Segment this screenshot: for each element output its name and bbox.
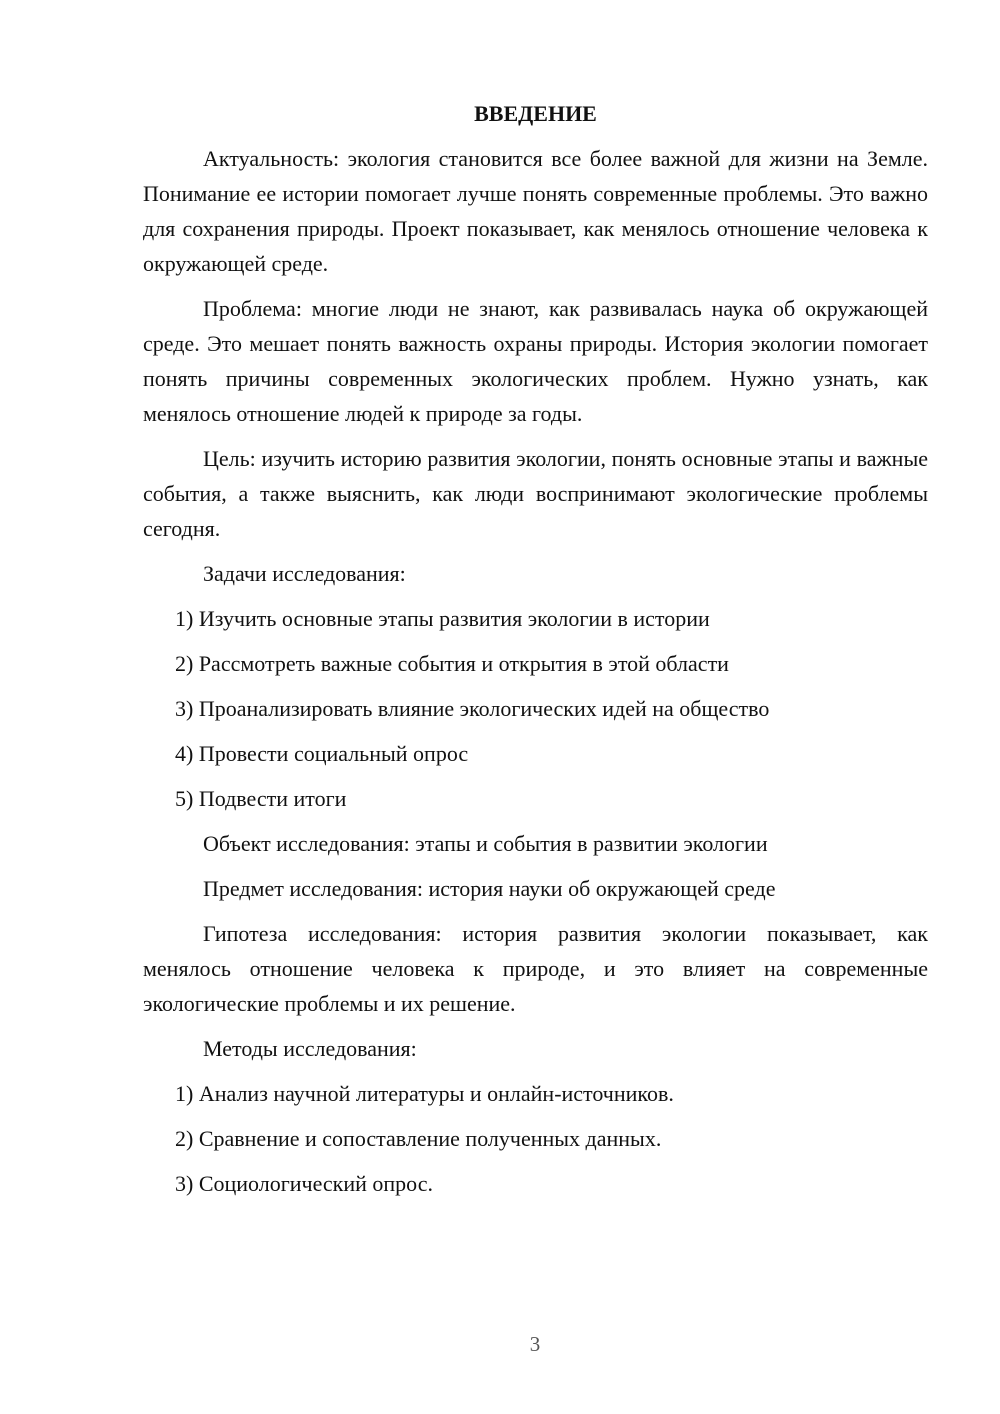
tasks-heading: Задачи исследования: bbox=[203, 561, 406, 586]
relevance-paragraph: Актуальность: экология становится все более важной для жизни на Земле. Понимание ее истории помогает лучше понять современные проблемы. Это важно для сохранения природы. Проект показывает, как менялось отношение человека к окружающей среде. bbox=[143, 146, 928, 276]
methods-list bbox=[143, 1076, 928, 1201]
research-object: Объект исследования: этапы и события в развитии экологии bbox=[203, 831, 768, 856]
problem-paragraph: Проблема: многие люди не знают, как развивалась наука об окружающей среде. Это мешает понять важность охраны природы. История экологии помогает понять причины современных экологических проблем. Нужно узнать, как менялось отношение людей к природе за годы. bbox=[143, 296, 928, 426]
list-item: 2) Рассмотреть важные события и открытия в этой области bbox=[175, 651, 729, 676]
list-item: 3) Социологический опрос. bbox=[175, 1171, 433, 1196]
research-subject: Предмет исследования: история науки об окружающей среде bbox=[203, 876, 776, 901]
list-item: 5) Подвести итоги bbox=[175, 786, 347, 811]
goal-paragraph: Цель: изучить историю развития экологии, понять основные этапы и важные события, а также выяснить, как люди воспринимают экологические проблемы сегодня. bbox=[143, 446, 928, 541]
page-title: ВВЕДЕНИЕ bbox=[474, 101, 597, 126]
methods-heading: Методы исследования: bbox=[203, 1036, 417, 1061]
list-item: 2) Сравнение и сопоставление полученных данных. bbox=[175, 1126, 662, 1151]
hypothesis-paragraph: Гипотеза исследования: история развития экологии показывает, как менялось отношение человека к природе, и это влияет на современные экологические проблемы и их решение. bbox=[143, 921, 928, 1016]
document-body bbox=[143, 96, 928, 1211]
list-item: 3) Проанализировать влияние экологических идей на общество bbox=[175, 696, 770, 721]
list-item: 4) Провести социальный опрос bbox=[175, 741, 469, 766]
list-item: 1) Изучить основные этапы развития экологии в истории bbox=[175, 606, 710, 631]
list-item: 1) Анализ научной литературы и онлайн-источников. bbox=[175, 1081, 674, 1106]
tasks-list bbox=[143, 601, 928, 816]
page-number: 3 bbox=[529, 1332, 541, 1356]
